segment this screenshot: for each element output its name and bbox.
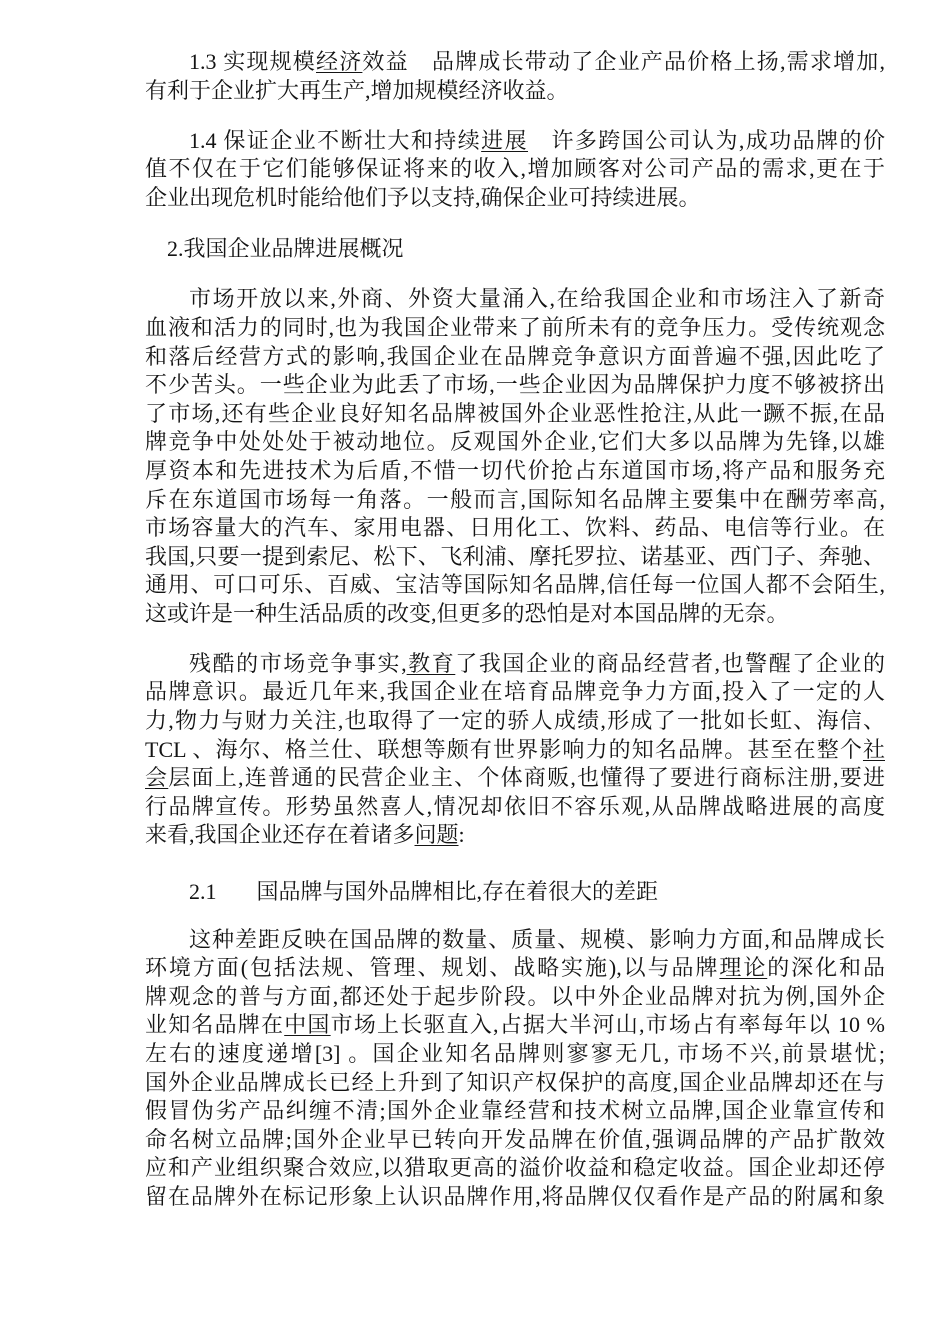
text-run: 效益 品牌成长带动了企业产品价格上扬,需求增加, [362, 49, 885, 74]
text-run: 有利于企业扩大再生产,增加规模经济收益。 [145, 77, 569, 103]
keyword-link[interactable]: 经济 [316, 49, 363, 74]
text-run: 市场容量大的汽车、家用电器、日用化工、饮料、药品、电信等行业。在 [145, 515, 885, 541]
text-run: 左右的速度递增[3] 。国企业知名品牌则寥寥无几, 市场不兴,前景堪忧; [145, 1040, 885, 1066]
text-run: 环境方面(包括法规、管理、规划、战略实施),以与品牌 [145, 955, 720, 981]
paragraph-market-opening [145, 285, 885, 628]
text-line [145, 983, 885, 1012]
text-run: 了市场,还有些企业良好知名品牌被国外企业恶性抢注,从此一蹶不振,在品 [145, 400, 885, 426]
text-run: 的深化和品 [767, 955, 885, 981]
text-line [145, 650, 885, 679]
text-line [145, 343, 885, 372]
text-line [145, 371, 885, 400]
text-line [145, 457, 885, 486]
text-run: 假冒伪劣产品纠缠不清;国外企业靠经营和技术树立品牌,国企业靠宣传和 [145, 1098, 885, 1124]
text-run: 行品牌宣传。形势虽然喜人,情况却依旧不容乐观,从品牌战略进展的高度 [145, 793, 885, 819]
section-number: 2.1 [189, 879, 217, 905]
text-run: 国外企业品牌成长已经上升到了知识产权保护的高度,国企业品牌却还在与 [145, 1069, 885, 1095]
section-heading-2: 2.我国企业品牌进展概况 [167, 236, 404, 262]
text-run: 应和产业组织聚合效应,以猎取更高的溢价收益和稳定收益。国企业却还停 [145, 1155, 885, 1181]
text-line [145, 127, 885, 156]
text-line [145, 571, 885, 600]
text-line [145, 926, 885, 955]
text-line [145, 954, 885, 983]
text-run: 通用、可口可乐、百威、宝洁等国际知名品牌,信任每一位国人都不会陌生, [145, 572, 885, 598]
text-run: 留在品牌外在标记形象上认识品牌作用,将品牌仅仅看作是产品的附属和象 [145, 1183, 885, 1209]
text-run: 市场上长驱直入,占据大半河山,市场占有率每年以 10 % [330, 1012, 885, 1038]
text-line [145, 184, 885, 213]
text-run: 1.4 保证企业不断壮大和持续 [189, 127, 482, 153]
text-line [145, 1069, 885, 1098]
text-run: 和落后经营方式的影响,我国企业在品牌竞争意识方面普遍不强,因此吃了 [145, 343, 885, 369]
text-line [145, 486, 885, 515]
paragraph-1-3 [145, 48, 885, 105]
text-line [145, 400, 885, 429]
text-line [145, 1154, 885, 1183]
text-line [145, 600, 885, 629]
paragraph-1-4 [145, 127, 885, 213]
text-run: 这种差距反映在国品牌的数量、质量、规模、影响力方面,和品牌成长 [189, 926, 885, 952]
text-run: 我国,只要一提到索尼、松下、飞利浦、摩托罗拉、诺基亚、西门子、奔驰、 [145, 543, 885, 569]
text-line [145, 821, 885, 850]
text-line [145, 428, 885, 457]
text-run: 牌竞争中处处处于被动地位。反观国外企业,它们大多以品牌为先锋,以雄 [145, 429, 885, 455]
text-run: 残酷的市场竞争事实, [189, 650, 407, 676]
keyword-link[interactable]: 问题 [414, 822, 459, 848]
text-line [145, 514, 885, 543]
text-line [145, 736, 885, 765]
text-run: 企业出现危机时能给他们予以支持,确保企业可持续进展。 [145, 184, 701, 210]
text-line [145, 155, 885, 184]
keyword-link[interactable]: 会 [145, 765, 169, 791]
text-line [145, 707, 885, 736]
text-run: 值不仅在于它们能够保证将来的收入,增加顾客对公司产品的需求,更在于 [145, 156, 885, 182]
text-run: 血液和活力的同时,也为我国企业带来了前所未有的竞争压力。受传统观念 [145, 314, 885, 340]
text-line [145, 793, 885, 822]
text-run: 不少苦头。一些企业为此丢了市场,一些企业因为品牌保护力度不够被挤出 [145, 372, 885, 398]
text-run: 业知名品牌在 [145, 1012, 285, 1038]
text-run: 层面上,连普通的民营企业主、个体商贩,也懂得了要进行商标注册,要进 [168, 765, 885, 791]
text-run: 品牌意识。最近几年来,我国企业在培育品牌竞争力方面,投入了一定的人 [145, 679, 885, 705]
text-run: 许多跨国公司认为,成功品牌的价 [528, 127, 885, 153]
section-title: 国品牌与国外品牌相比,存在着很大的差距 [256, 879, 659, 905]
paragraph-2-1-gap [145, 926, 885, 1212]
keyword-link[interactable]: 理论 [719, 955, 768, 981]
keyword-link[interactable]: 社 [862, 736, 885, 762]
text-line [145, 48, 885, 77]
text-line [145, 543, 885, 572]
text-run: 来看,我国企业还存在着诸多 [145, 822, 415, 848]
text-line [145, 1097, 885, 1126]
text-line [145, 678, 885, 707]
text-run: 市场开放以来,外商、外资大量涌入,在给我国企业和市场注入了新奇 [189, 286, 885, 312]
keyword-link[interactable]: 教育 [406, 650, 456, 676]
text-line [145, 285, 885, 314]
text-line [145, 1040, 885, 1069]
text-run: 这或许是一种生活品质的改变,但更多的恐怕是对本国品牌的无奈。 [145, 600, 789, 626]
paragraph-competition-lessons [145, 650, 885, 850]
text-run: 命名树立品牌;国外企业早已转向开发品牌在价值,强调品牌的产品扩散效 [145, 1126, 885, 1152]
text-line [145, 1126, 885, 1155]
text-run: 1.3 实现规模 [189, 49, 316, 74]
text-run: TCL 、海尔、格兰仕、联想等颇有世界影响力的知名品牌。甚至在整个 [145, 736, 863, 762]
text-line [145, 764, 885, 793]
text-line [145, 1011, 885, 1040]
keyword-link[interactable]: 中国 [284, 1012, 331, 1038]
text-run: 了我国企业的商品经营者,也警醒了企业的 [455, 650, 885, 676]
text-run: 厚资本和先进技术为后盾,不惜一切代价抢占东道国市场,将产品和服务充 [145, 457, 885, 483]
keyword-link[interactable]: 进展 [481, 127, 529, 153]
text-line [145, 314, 885, 343]
text-run: 牌观念的普与方面,都还处于起步阶段。以中外企业品牌对抗为例,国外企 [145, 983, 885, 1009]
text-line [145, 77, 885, 106]
section-heading-2-1 [145, 878, 885, 907]
text-run: : [458, 822, 465, 848]
text-run: 力,物力与财力关注,也取得了一定的骄人成绩,形成了一批如长虹、海信、 [145, 708, 885, 734]
text-line [145, 1183, 885, 1212]
text-run: 斥在东道国市场每一角落。一般而言,国际知名品牌主要集中在酬劳率高, [145, 486, 885, 512]
